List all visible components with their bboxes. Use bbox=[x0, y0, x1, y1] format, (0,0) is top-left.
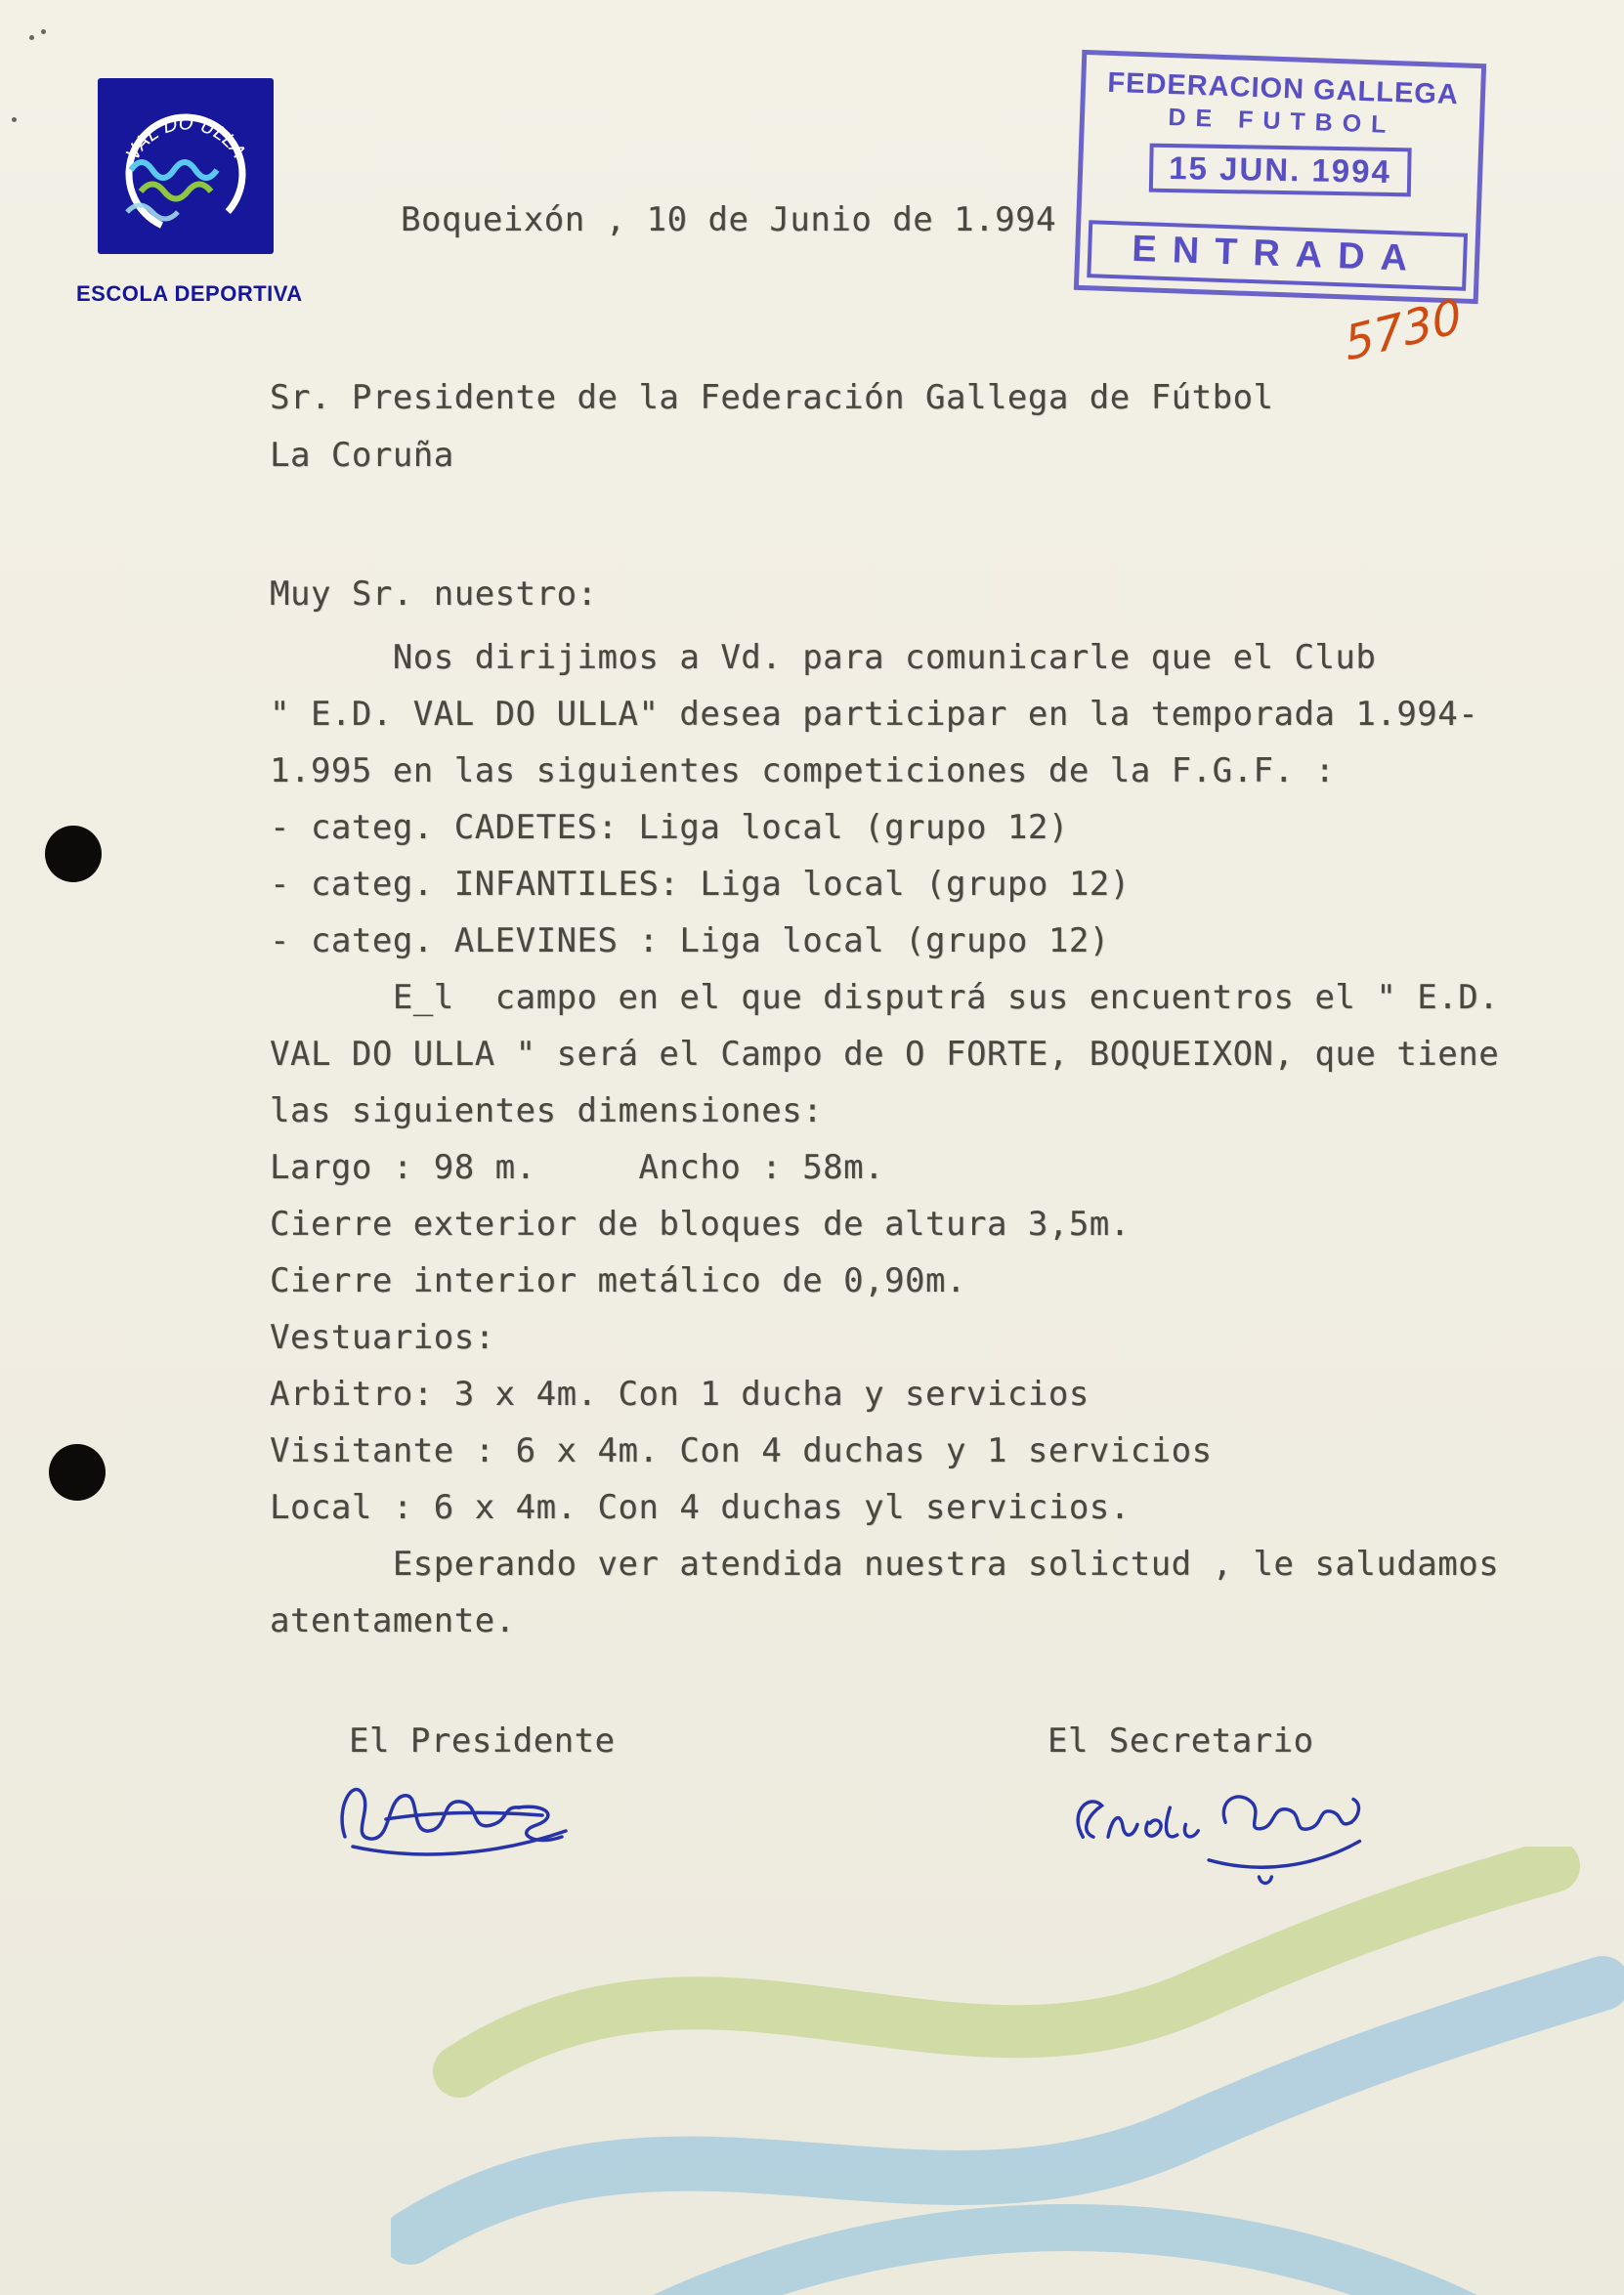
registry-number: 5730 bbox=[1341, 288, 1466, 372]
salutation: Muy Sr. nuestro: bbox=[270, 574, 598, 614]
body-line: Arbitro: 3 x 4m. Con 1 ducha y servicios bbox=[270, 1375, 1090, 1414]
letter-date: Boqueixón , 10 de Junio de 1.994 bbox=[401, 200, 1057, 239]
body-line: - categ. CADETES: Liga local (grupo 12) bbox=[270, 808, 1069, 847]
body-line: Visitante : 6 x 4m. Con 4 duchas y 1 servicios bbox=[270, 1431, 1213, 1470]
body-line: Esperando ver atendida nuestra solictud , le saludamos bbox=[270, 1545, 1500, 1584]
stamp-date-box: 15 JUN. 1994 bbox=[1149, 144, 1411, 197]
body-line: E_l campo en el que disputrá sus encuentros el " E.D. bbox=[270, 978, 1500, 1017]
body-line: atentamente. bbox=[270, 1601, 516, 1640]
stamp-org-line1: FEDERACION GALLEGA bbox=[1106, 66, 1460, 111]
scan-speck bbox=[41, 29, 46, 34]
body-line: VAL DO ULLA " será el Campo de O FORTE, BOQUEIXON, que tiene bbox=[270, 1035, 1500, 1074]
stamp-org-line2: DE FUTBOL bbox=[1168, 103, 1396, 140]
logo-square bbox=[98, 78, 274, 254]
signature-title-secretary: El Secretario bbox=[1047, 1721, 1314, 1761]
addressee-line: Sr. Presidente de la Federación Gallega de Fútbol bbox=[270, 378, 1274, 417]
punch-hole bbox=[45, 826, 102, 882]
scan-speck bbox=[12, 117, 17, 122]
addressee-line: La Coruña bbox=[270, 436, 454, 475]
body-line: 1.995 en las siguientes competiciones de la F.G.F. : bbox=[270, 751, 1336, 790]
body-line: Cierre exterior de bloques de altura 3,5m. bbox=[270, 1205, 1131, 1244]
scan-speck bbox=[29, 35, 34, 40]
body-line: " E.D. VAL DO ULLA" desea participar en la temporada 1.994- bbox=[270, 695, 1479, 734]
body-line: las siguientes dimensiones: bbox=[270, 1091, 824, 1130]
entry-stamp bbox=[1074, 50, 1486, 304]
addressee-block bbox=[270, 369, 1274, 485]
signature-title-president: El Presidente bbox=[349, 1721, 616, 1761]
secretary-signature bbox=[1047, 1776, 1370, 1891]
body-line: Nos dirijimos a Vd. para comunicarle que el Club bbox=[270, 638, 1377, 677]
body-line: Cierre interior metálico de 0,90m. bbox=[270, 1261, 966, 1300]
body-line: - categ. INFANTILES: Liga local (grupo 12) bbox=[270, 865, 1131, 904]
logo-arc-text: VAL DO ULLA bbox=[122, 112, 250, 164]
letter-body bbox=[270, 629, 1499, 1649]
punch-hole bbox=[49, 1444, 106, 1501]
wave-watermark bbox=[391, 1847, 1624, 2295]
club-logo bbox=[98, 78, 274, 254]
stamp-entrada-label: ENTRADA bbox=[1087, 220, 1468, 291]
body-line: Local : 6 x 4m. Con 4 duchas yl servicios. bbox=[270, 1488, 1131, 1527]
body-line: - categ. ALEVINES : Liga local (grupo 12) bbox=[270, 921, 1110, 960]
body-line: Vestuarios: bbox=[270, 1318, 495, 1357]
president-signature bbox=[327, 1753, 581, 1876]
logo-caption: ESCOLA DEPORTIVA bbox=[76, 281, 303, 306]
body-line: Largo : 98 m. Ancho : 58m. bbox=[270, 1148, 885, 1187]
